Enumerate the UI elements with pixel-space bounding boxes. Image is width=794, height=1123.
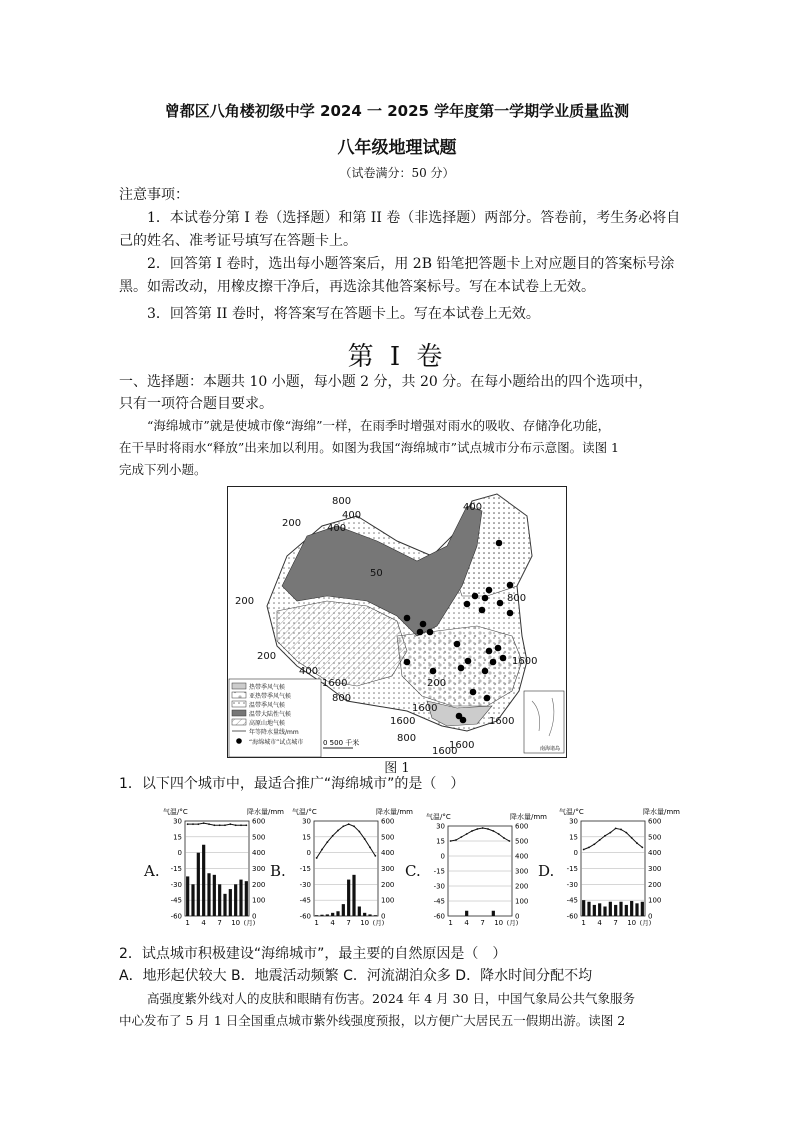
temp-tick: 30 bbox=[436, 822, 445, 831]
precip-bar bbox=[347, 880, 350, 916]
precip-tick: 100 bbox=[648, 896, 662, 905]
temp-point bbox=[229, 823, 231, 825]
precip-bar bbox=[368, 914, 371, 916]
temp-point bbox=[369, 846, 371, 848]
option-b-label[interactable]: B. bbox=[270, 862, 286, 880]
contour-label: 1600 bbox=[412, 703, 438, 714]
temp-axis-label: 气温/°C bbox=[292, 808, 317, 816]
temp-point bbox=[471, 830, 473, 832]
temp-point bbox=[593, 843, 595, 845]
temp-tick: 15 bbox=[173, 833, 182, 842]
temp-point bbox=[353, 825, 355, 827]
precip-tick: 300 bbox=[648, 865, 662, 873]
temp-point bbox=[348, 823, 350, 825]
climate-chart-c bbox=[426, 810, 547, 932]
legend-label: “海绵城市”试点城市 bbox=[249, 739, 304, 746]
month-tick: 4 bbox=[201, 919, 206, 927]
contour-label: 200 bbox=[257, 651, 277, 662]
temp-point bbox=[450, 840, 452, 842]
temp-point bbox=[455, 839, 457, 841]
precip-bar bbox=[635, 903, 638, 916]
contour-label: 1600 bbox=[489, 716, 515, 727]
month-axis-label: (月) bbox=[372, 919, 385, 927]
temp-tick: 15 bbox=[436, 837, 445, 846]
precip-bar bbox=[336, 911, 339, 916]
month-tick: 10 bbox=[231, 919, 241, 927]
legend-label: 年等降水量线/mm bbox=[249, 729, 299, 736]
month-tick: 10 bbox=[494, 919, 504, 927]
temp-point bbox=[508, 840, 510, 842]
temp-point bbox=[245, 824, 247, 826]
precip-bar bbox=[315, 915, 318, 916]
precip-bar bbox=[358, 907, 361, 917]
precip-axis-label: 降水量/mm bbox=[510, 813, 547, 821]
precip-tick: 500 bbox=[381, 833, 395, 842]
legend-label: 亚热带季风气候 bbox=[249, 693, 292, 700]
temp-tick: 15 bbox=[302, 833, 311, 842]
temp-tick: -45 bbox=[433, 897, 445, 906]
precip-tick: 500 bbox=[648, 833, 662, 842]
contour-label: 1600 bbox=[432, 746, 458, 757]
month-tick: 7 bbox=[613, 919, 618, 927]
precip-bar bbox=[603, 907, 606, 917]
contour-label: 1600 bbox=[322, 678, 348, 689]
note-1a: 1．本试卷分第 I 卷（选择题）和第 II 卷（非选择题）两部分。答卷前，考生务必将自 bbox=[147, 210, 681, 226]
temp-point bbox=[492, 830, 494, 832]
contour-label: 1600 bbox=[390, 716, 416, 727]
contour-label: 200 bbox=[427, 678, 447, 689]
precip-tick: 200 bbox=[252, 880, 266, 889]
precip-bar bbox=[352, 875, 355, 916]
temp-tick: -30 bbox=[170, 880, 182, 889]
temp-axis-label: 气温/°C bbox=[426, 813, 451, 821]
precip-tick: 600 bbox=[381, 817, 395, 826]
temp-point bbox=[460, 836, 462, 838]
temp-point bbox=[342, 825, 344, 827]
contour-label: 1600 bbox=[449, 740, 475, 751]
temp-point bbox=[498, 833, 500, 835]
precip-bar bbox=[202, 845, 205, 916]
precip-bar bbox=[619, 902, 622, 916]
legend-label: 高原山地气候 bbox=[249, 720, 286, 727]
passage1-line1: “海绵城市”就是使城市像“海绵”一样，在雨季时增强对雨水的吸收、存储净化功能， bbox=[147, 418, 611, 433]
legend-label: 温带大陆性气候 bbox=[249, 711, 292, 718]
inset-label: 南海诸岛 bbox=[540, 746, 561, 752]
temp-tick: 30 bbox=[569, 817, 578, 826]
temp-point bbox=[588, 846, 590, 848]
temp-point bbox=[636, 842, 638, 844]
precip-bar bbox=[582, 900, 585, 916]
temp-point bbox=[213, 824, 215, 826]
temp-point bbox=[240, 824, 242, 826]
month-tick: 1 bbox=[314, 919, 319, 927]
precip-tick: 300 bbox=[252, 865, 266, 873]
temp-axis-label: 气温/°C bbox=[559, 808, 584, 816]
precip-bar bbox=[363, 913, 366, 916]
contour-label: 200 bbox=[235, 596, 255, 607]
temp-point bbox=[374, 855, 376, 857]
temp-point bbox=[482, 827, 484, 829]
precip-tick: 200 bbox=[381, 880, 395, 889]
month-tick: 1 bbox=[448, 919, 453, 927]
temp-tick: 15 bbox=[569, 833, 578, 842]
precip-tick: 0 bbox=[648, 912, 653, 921]
contour-label: 800 bbox=[332, 693, 352, 704]
month-tick: 10 bbox=[360, 919, 370, 927]
precip-bar bbox=[191, 884, 194, 916]
section-instruction-a: 一、选择题：本题共 10 小题，每小题 2 分，共 20 分。在每小题给出的四个选项中， bbox=[119, 374, 653, 390]
contour-label: 400 bbox=[327, 523, 347, 534]
temp-tick: -60 bbox=[566, 912, 578, 921]
precip-tick: 100 bbox=[252, 896, 266, 905]
month-tick: 1 bbox=[185, 919, 190, 927]
temp-line bbox=[317, 824, 376, 858]
month-tick: 4 bbox=[597, 919, 602, 927]
temp-line bbox=[188, 823, 247, 825]
map-caption: 图 1 bbox=[384, 761, 410, 776]
precip-tick: 300 bbox=[381, 865, 395, 873]
temp-tick: 30 bbox=[302, 817, 311, 826]
temp-tick: -45 bbox=[170, 896, 182, 905]
contour-label: 800 bbox=[397, 733, 417, 744]
precip-bar bbox=[326, 914, 329, 916]
month-axis-label: (月) bbox=[639, 919, 652, 927]
precip-tick: 0 bbox=[515, 912, 520, 921]
section-title: 第 I 卷 bbox=[347, 342, 447, 372]
month-tick: 4 bbox=[330, 919, 335, 927]
precip-bar bbox=[593, 905, 596, 916]
month-tick: 7 bbox=[480, 919, 485, 927]
temp-point bbox=[631, 837, 633, 839]
question-1: 1．以下四个城市中，最适合推广“海绵城市”的是（ ） bbox=[119, 776, 465, 792]
temp-point bbox=[326, 841, 328, 843]
precip-bar bbox=[587, 902, 590, 916]
precip-bar bbox=[331, 913, 334, 916]
map-legend bbox=[229, 679, 321, 757]
precip-bar bbox=[465, 911, 468, 916]
temp-point bbox=[316, 857, 318, 859]
temp-point bbox=[203, 822, 205, 824]
china-sponge-city-map bbox=[227, 486, 567, 758]
precip-tick: 600 bbox=[648, 817, 662, 826]
temp-tick: 0 bbox=[306, 849, 311, 858]
temp-tick: 0 bbox=[573, 849, 578, 858]
temp-point bbox=[599, 839, 601, 841]
temp-tick: -30 bbox=[433, 882, 445, 891]
temp-point bbox=[620, 829, 622, 831]
precip-bar bbox=[218, 884, 221, 916]
passage1-line3: 完成下列小题。 bbox=[119, 462, 207, 477]
contour-label: 400 bbox=[342, 510, 362, 521]
temp-point bbox=[583, 849, 585, 851]
note-3: 3．回答第 II 卷时，将答案写在答题卡上。写在本试卷上无效。 bbox=[147, 306, 540, 322]
option-d-label[interactable]: D. bbox=[538, 862, 555, 880]
precip-bar bbox=[342, 904, 345, 916]
temp-point bbox=[487, 828, 489, 830]
precip-bar bbox=[320, 915, 323, 916]
temp-point bbox=[476, 828, 478, 830]
temp-tick: -60 bbox=[170, 912, 182, 921]
temp-line bbox=[451, 828, 510, 841]
temp-point bbox=[609, 832, 611, 834]
passage1-line2: 在干旱时将雨水“释放”出来加以利用。如图为我国“海绵城市”试点城市分布示意图。读图 1 bbox=[119, 440, 619, 455]
temp-tick: -45 bbox=[299, 896, 311, 905]
temp-point bbox=[615, 827, 617, 829]
precip-tick: 400 bbox=[515, 852, 529, 861]
note-2a: 2．回答第 I 卷时，选出每小题答案后，用 2B 铅笔把答题卡上对应题目的答案标号涂 bbox=[147, 256, 675, 272]
temp-point bbox=[321, 849, 323, 851]
precip-tick: 600 bbox=[515, 822, 529, 831]
notes-heading: 注意事项： bbox=[119, 187, 189, 203]
temp-axis-label: 气温/°C bbox=[163, 808, 188, 816]
temp-point bbox=[192, 823, 194, 825]
temp-point bbox=[503, 837, 505, 839]
precip-bar bbox=[239, 880, 242, 916]
precip-bar bbox=[641, 902, 644, 916]
month-axis-label: (月) bbox=[506, 919, 519, 927]
month-tick: 1 bbox=[581, 919, 586, 927]
precip-tick: 300 bbox=[515, 867, 529, 876]
temp-point bbox=[332, 835, 334, 837]
precip-bar bbox=[625, 905, 628, 916]
precip-axis-label: 降水量/mm bbox=[247, 808, 284, 816]
temp-tick: -45 bbox=[566, 896, 578, 905]
precip-bar bbox=[614, 905, 617, 916]
temp-tick: -60 bbox=[299, 912, 311, 921]
precip-bar bbox=[609, 902, 612, 916]
legend-label: 温带季风气候 bbox=[249, 702, 286, 709]
precip-bar bbox=[197, 853, 200, 916]
contour-label: 800 bbox=[332, 496, 352, 507]
temp-tick: -30 bbox=[299, 880, 311, 889]
climate-chart-d bbox=[559, 805, 680, 932]
month-tick: 4 bbox=[464, 919, 469, 927]
temp-tick: -15 bbox=[170, 865, 182, 873]
contour-label: 400 bbox=[463, 502, 483, 513]
precip-bar bbox=[229, 889, 232, 916]
precip-tick: 500 bbox=[515, 837, 529, 846]
precip-tick: 400 bbox=[381, 849, 395, 858]
precip-bar bbox=[598, 903, 601, 916]
precip-axis-label: 降水量/mm bbox=[376, 808, 413, 816]
precip-tick: 200 bbox=[515, 882, 529, 891]
precip-bar bbox=[213, 875, 216, 916]
temp-point bbox=[364, 838, 366, 840]
precip-axis-label: 降水量/mm bbox=[643, 808, 680, 816]
temp-tick: 0 bbox=[440, 852, 445, 861]
question-2: 2．试点城市积极建设“海绵城市”，最主要的自然原因是（ ） bbox=[119, 946, 507, 962]
month-axis-label: (月) bbox=[243, 919, 256, 927]
precip-tick: 600 bbox=[252, 817, 266, 826]
precip-bar bbox=[374, 915, 377, 916]
option-a-label[interactable]: A. bbox=[144, 862, 160, 880]
month-tick: 7 bbox=[217, 919, 222, 927]
precip-tick: 0 bbox=[252, 912, 257, 921]
temp-point bbox=[224, 824, 226, 826]
note-2b: 黑。如需改动，用橡皮擦干净后，再选涂其他答案标号。写在本试卷上无效。 bbox=[119, 279, 595, 295]
temp-point bbox=[208, 823, 210, 825]
temp-tick: -15 bbox=[566, 865, 578, 873]
temp-point bbox=[235, 824, 237, 826]
temp-point bbox=[219, 824, 221, 826]
precip-tick: 100 bbox=[381, 896, 395, 905]
exam-subtitle: 八年级地理试题 bbox=[337, 138, 457, 158]
south-china-sea-inset bbox=[524, 691, 564, 753]
precip-tick: 400 bbox=[252, 849, 266, 858]
note-1b: 己的姓名、准考证号填写在答题卡上。 bbox=[119, 233, 357, 249]
legend-label: 热带季风气候 bbox=[249, 684, 286, 691]
precip-tick: 0 bbox=[381, 912, 386, 921]
exam-title: 曾都区八角楼初级中学 2024 一 2025 学年度第一学期学业质量监测 bbox=[164, 102, 630, 120]
passage2-line2: 中心发布了 5 月 1 日全国重点城市紫外线强度预报，以方便广大居民五一假期出游。读图 2 bbox=[119, 1013, 626, 1028]
temp-point bbox=[337, 830, 339, 832]
temp-point bbox=[197, 823, 199, 825]
temp-point bbox=[466, 833, 468, 835]
temp-tick: -15 bbox=[299, 865, 311, 873]
section-instruction-b: 只有一项符合题目要求。 bbox=[119, 396, 273, 412]
contour-label: 1600 bbox=[512, 656, 538, 667]
precip-tick: 100 bbox=[515, 897, 529, 906]
contour-label: 200 bbox=[282, 518, 302, 529]
climate-chart-a bbox=[163, 805, 284, 932]
precip-tick: 200 bbox=[648, 880, 662, 889]
full-score: （试卷满分：50 分） bbox=[339, 166, 455, 180]
precip-bar bbox=[630, 901, 633, 916]
contour-label: 800 bbox=[507, 593, 527, 604]
temp-point bbox=[358, 831, 360, 833]
temp-tick: -30 bbox=[566, 880, 578, 889]
precip-bar bbox=[234, 884, 237, 916]
precip-bar bbox=[223, 894, 226, 916]
climate-chart-b bbox=[292, 805, 413, 932]
option-c-label[interactable]: C. bbox=[405, 862, 421, 880]
passage2-line1: 高强度紫外线对人的皮肤和眼睛有伤害。2024 年 4 月 30 日，中国气象局公共气象服务 bbox=[147, 991, 636, 1006]
temp-tick: 0 bbox=[177, 849, 182, 858]
contour-label: 400 bbox=[299, 666, 319, 677]
temp-tick: -15 bbox=[433, 867, 445, 876]
temp-point bbox=[641, 846, 643, 848]
temp-tick: 30 bbox=[173, 817, 182, 826]
temp-point bbox=[604, 835, 606, 837]
question-2-options[interactable]: A．地形起伏较大 B．地震活动频繁 C．河流湖泊众多 D．降水时间分配不均 bbox=[119, 968, 593, 984]
precip-bar bbox=[492, 911, 495, 916]
month-tick: 10 bbox=[627, 919, 637, 927]
temp-point bbox=[187, 823, 189, 825]
temp-line bbox=[584, 828, 643, 849]
temp-point bbox=[625, 832, 627, 834]
scale-bar: 0 500 千米 bbox=[323, 739, 360, 747]
precip-bar bbox=[207, 873, 210, 916]
month-tick: 7 bbox=[346, 919, 351, 927]
precip-bar bbox=[186, 876, 189, 916]
precip-bar bbox=[245, 881, 248, 916]
precip-tick: 500 bbox=[252, 833, 266, 842]
temp-tick: -60 bbox=[433, 912, 445, 921]
contour-label: 50 bbox=[370, 568, 383, 579]
precip-tick: 400 bbox=[648, 849, 662, 858]
